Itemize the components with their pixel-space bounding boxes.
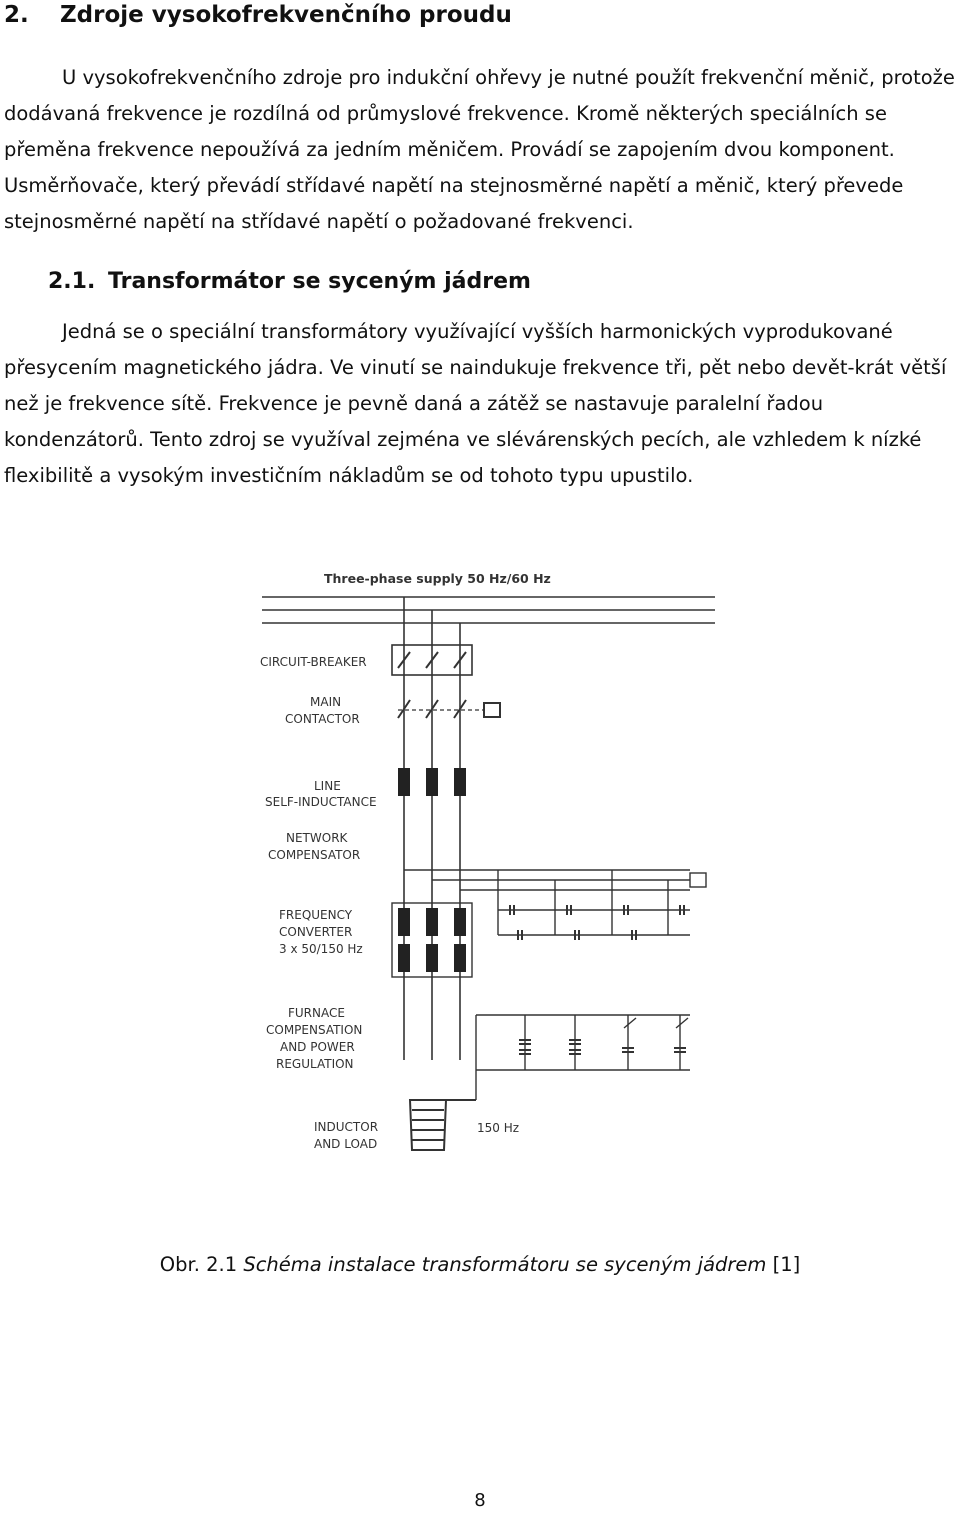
- page-number: 8: [474, 1490, 486, 1511]
- section-heading: [0, 0, 960, 30]
- output-frequency-label: 150 Hz: [477, 1121, 520, 1135]
- section-number: 2.: [4, 2, 29, 28]
- contactor-label-2: CONTACTOR: [285, 712, 360, 726]
- compensator-label-2: COMPENSATOR: [268, 848, 361, 862]
- inductance-label-1: LINE: [314, 779, 341, 793]
- transformer-schematic: [200, 550, 760, 1190]
- converter-label-1: FREQUENCY: [279, 908, 353, 922]
- contactor-contacts: [398, 700, 500, 718]
- inductor-coil-icon: [410, 1100, 476, 1150]
- subsection-paragraph: [4, 314, 958, 494]
- section-title: Zdroje vysokofrekvenčního proudu: [60, 2, 512, 28]
- furnace-label-4: REGULATION: [276, 1057, 354, 1071]
- supply-label: Three-phase supply 50 Hz/60 Hz: [324, 571, 551, 586]
- subsection-heading: [48, 266, 531, 298]
- inductor-label-2: AND LOAD: [314, 1137, 378, 1151]
- furnace-caps: [519, 1040, 686, 1054]
- furnace-label-1: FURNACE: [288, 1006, 345, 1020]
- supply-bus: [262, 597, 715, 623]
- converter-label-3: 3 x 50/150 Hz: [279, 942, 363, 956]
- contactor-label-1: MAIN: [310, 695, 342, 709]
- converter-label-2: CONVERTER: [279, 925, 353, 939]
- breaker-label: CIRCUIT-BREAKER: [260, 655, 367, 669]
- line-inductors: [398, 768, 466, 796]
- caption-prefix: Obr. 2.1: [159, 1253, 238, 1276]
- inductor-label-1: INDUCTOR: [314, 1120, 379, 1134]
- subsection-title: Transformátor se syceným jádrem: [108, 269, 531, 294]
- subsection-paragraph-text: Jedná se o speciální transformátory využívající vyšších harmonických vyprodukované přesycením magnetického jádra. Ve vinutí se naindukuje frekvence tři, pět nebo devět-krát větší než je frekvence sítě. Frekvence je pevně daná a zátěž se nastavuje paralelní řadou kondenzátorů. Tento zdroj se využíval zejména ve slévárenských pecích, ale vzhledem k nízké flexibilitě a vysokým investičním nákladům se od tohoto typu upustilo.: [4, 320, 947, 487]
- furnace-label-2: COMPENSATION: [266, 1023, 363, 1037]
- caption-title: Schéma instalace transformátoru se syceným jádrem: [243, 1253, 767, 1276]
- furnace-label-3: AND POWER: [280, 1040, 355, 1054]
- subsection-number: 2.1.: [48, 269, 96, 294]
- section-paragraph: [4, 60, 958, 240]
- section-paragraph-text: U vysokofrekvenčního zdroje pro indukční ohřevy je nutné použít frekvenční měnič, protože dodávaná frekvence je rozdílná od průmyslové frekvence. Kromě některých speciálních se přeměna frekvence nepoužívá za jedním měničem. Provádí se zapojením dvou komponent. Usměrňovače, který převádí střídavé napětí na stejnosměrné napětí a měnič, který převede stejnosměrné napětí na střídavé napětí o požadované frekvenci.: [4, 66, 955, 233]
- caption-reference: [1]: [772, 1253, 801, 1276]
- compensator-label-1: NETWORK: [286, 831, 348, 845]
- figure-caption: [0, 1250, 960, 1280]
- furnace-bank: [476, 1015, 690, 1100]
- inductance-label-2: SELF-INDUCTANCE: [265, 795, 377, 809]
- phase-conductors: [404, 597, 460, 1060]
